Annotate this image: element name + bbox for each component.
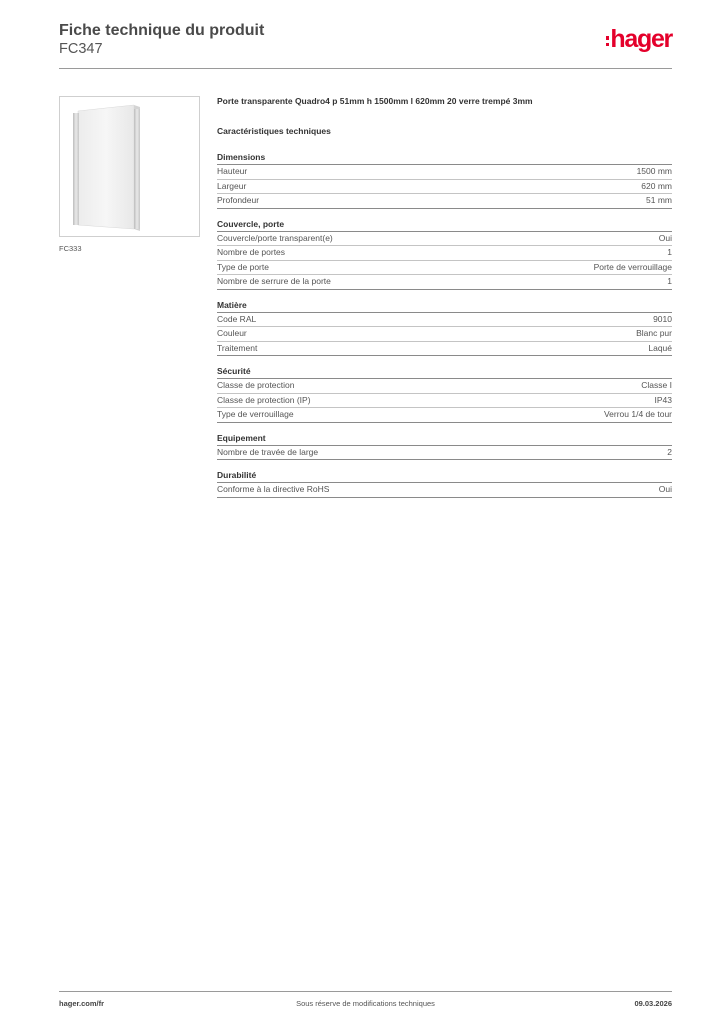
spec-label: Hauteur xyxy=(217,166,248,176)
spec-row xyxy=(217,483,672,498)
spec-row xyxy=(217,261,672,276)
spec-label: Nombre de serrure de la porte xyxy=(217,276,331,286)
logo-dots-icon xyxy=(606,35,610,48)
spec-value: 620 mm xyxy=(641,180,672,191)
section-title: Couvercle, porte xyxy=(217,219,672,232)
section-title: Dimensions xyxy=(217,152,672,165)
section-title: Matière xyxy=(217,300,672,313)
section-title: Durabilité xyxy=(217,470,672,483)
spec-row xyxy=(217,232,672,247)
spec-row xyxy=(217,342,672,357)
spec-sections xyxy=(217,152,672,498)
spec-label: Couleur xyxy=(217,328,247,338)
product-image xyxy=(59,96,200,237)
spec-row xyxy=(217,246,672,261)
spec-value: 1 xyxy=(667,247,672,257)
image-caption: FC333 xyxy=(59,244,82,253)
spec-value: Porte de verrouillage xyxy=(593,261,672,272)
footer-divider xyxy=(59,991,672,992)
spec-label: Nombre de travée de large xyxy=(217,446,319,457)
spec-section xyxy=(217,219,672,290)
spec-label: Nombre de portes xyxy=(217,247,286,257)
spec-value: Oui xyxy=(658,232,672,243)
spec-label: Classe de protection xyxy=(217,380,295,390)
spec-value: 1 xyxy=(667,276,672,286)
spec-section xyxy=(217,300,672,357)
spec-label: Code RAL xyxy=(217,313,257,324)
spec-row xyxy=(217,408,672,423)
spec-value: Verrou 1/4 de tour xyxy=(603,409,672,419)
footer-disclaimer: Sous réserve de modifications techniques xyxy=(296,999,435,1008)
product-description: Porte transparente Quadro4 p 51mm h 1500mm l 620mm 20 verre trempé 3mm xyxy=(217,96,533,106)
spec-row xyxy=(217,379,672,394)
spec-label: Couvercle/porte transparent(e) xyxy=(217,232,333,243)
spec-value: 1500 mm xyxy=(636,166,672,176)
spec-row xyxy=(217,165,672,180)
spec-row xyxy=(217,180,672,195)
spec-label: Type de verrouillage xyxy=(217,409,294,419)
spec-row xyxy=(217,446,672,461)
spec-value: 9010 xyxy=(653,313,672,324)
spec-section xyxy=(217,470,672,498)
logo-text: hager xyxy=(610,25,672,53)
spec-value: 2 xyxy=(667,446,672,457)
spec-label: Classe de protection (IP) xyxy=(217,394,311,405)
section-title: Equipement xyxy=(217,433,672,446)
spec-label: Traitement xyxy=(217,342,258,353)
spec-row xyxy=(217,275,672,290)
page-header xyxy=(59,20,672,70)
transparent-door-panel-icon xyxy=(68,103,192,231)
footer-website-link[interactable]: hager.com/fr xyxy=(59,999,105,1008)
spec-value: Blanc pur xyxy=(636,328,672,338)
spec-value: Classe I xyxy=(641,380,672,390)
spec-label: Type de porte xyxy=(217,261,269,272)
spec-section xyxy=(217,366,672,423)
page-title: Fiche technique du produit xyxy=(59,22,265,39)
spec-section xyxy=(217,433,672,461)
spec-value: Oui xyxy=(658,484,672,494)
spec-row xyxy=(217,327,672,342)
spec-row xyxy=(217,194,672,209)
spec-label: Largeur xyxy=(217,180,247,191)
spec-value: Laqué xyxy=(648,342,672,353)
spec-row xyxy=(217,313,672,328)
header-divider xyxy=(59,68,672,69)
spec-value: 51 mm xyxy=(646,195,672,205)
spec-row xyxy=(217,394,672,409)
spec-label: Profondeur xyxy=(217,195,260,205)
spec-content xyxy=(217,96,672,508)
section-title: Sécurité xyxy=(217,366,672,379)
spec-label: Conforme à la directive RoHS xyxy=(217,484,330,494)
spec-section xyxy=(217,152,672,209)
footer-date: 09.03.2026 xyxy=(634,999,672,1008)
specs-heading: Caractéristiques techniques xyxy=(217,126,331,136)
hager-logo[interactable] xyxy=(606,24,672,54)
spec-value: IP43 xyxy=(654,394,672,405)
product-reference: FC347 xyxy=(59,41,103,57)
